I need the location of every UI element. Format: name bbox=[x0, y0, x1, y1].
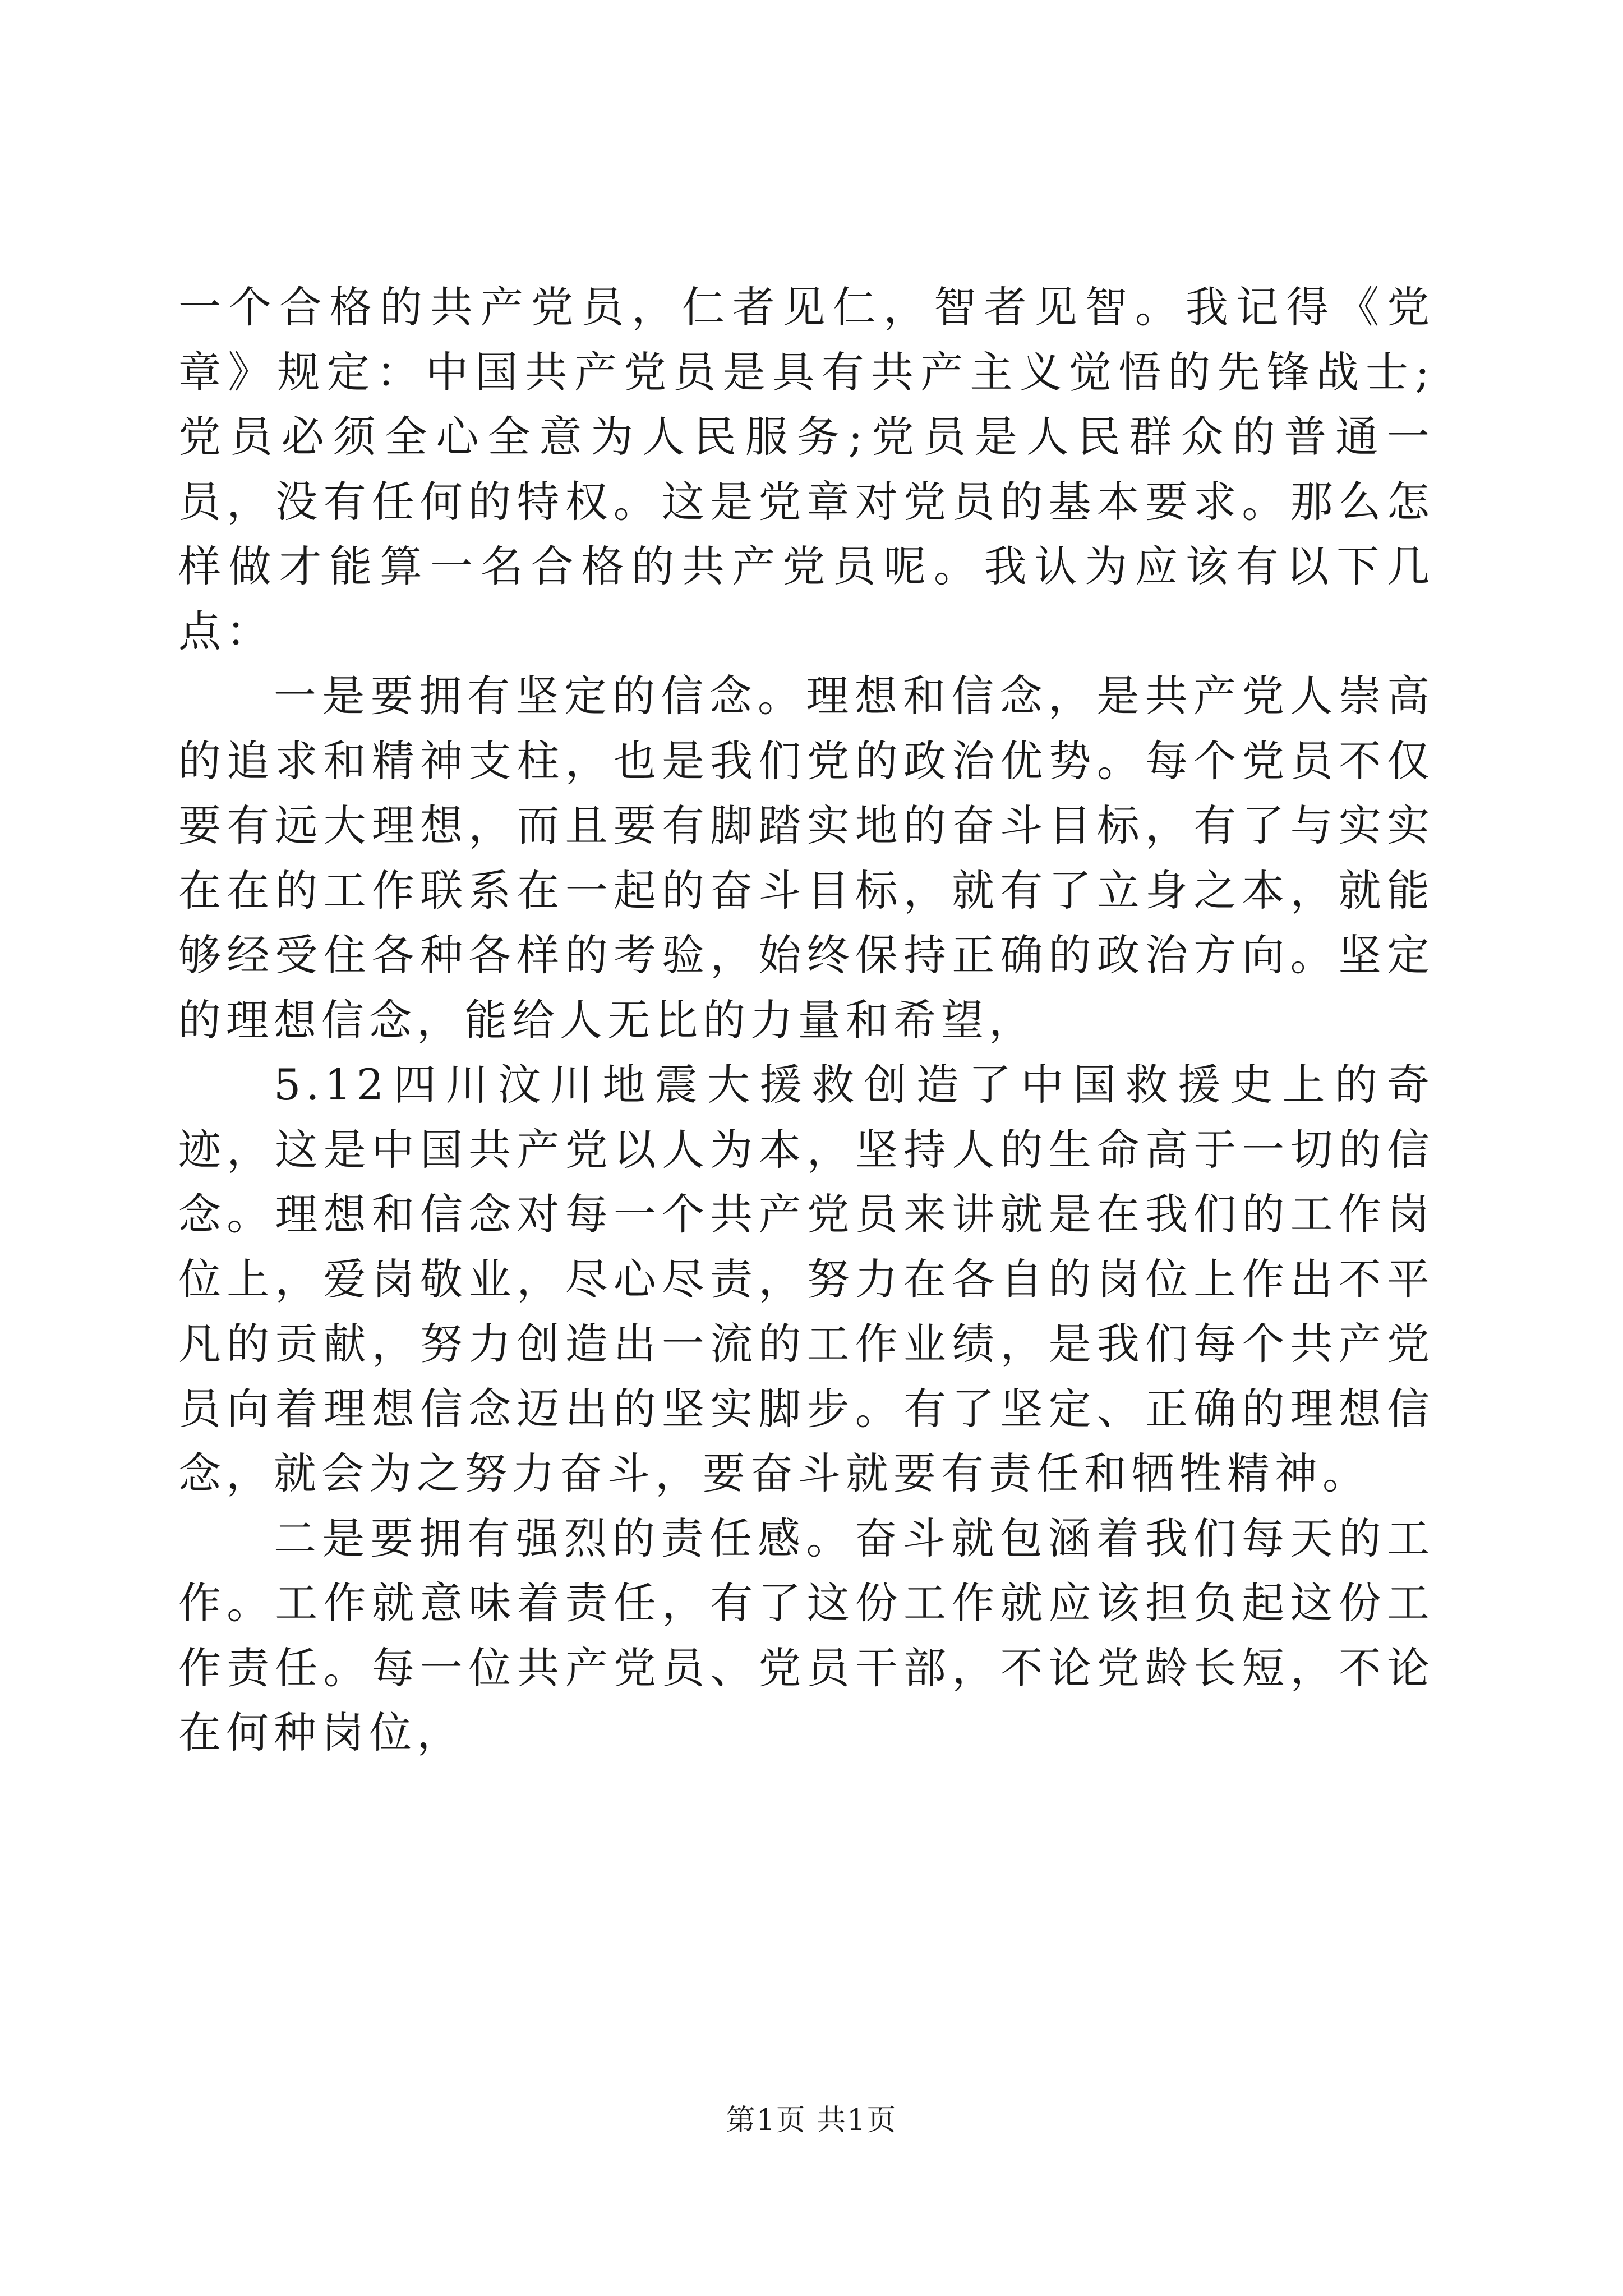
page-footer: 第1页 共1页 bbox=[726, 2104, 897, 2137]
paragraph-intro: 一个合格的共产党员，仁者见仁，智者见智。我记得《党章》规定：中国共产党员是具有共产主义觉悟的先锋战士;党员必须全心全意为人民服务;党员是人民群众的普通一员，没有任何的特权。这是党章对党员的基本要求。那么怎样做才能算一名合格的共产党员呢。我认为应该有以下几点： bbox=[178, 282, 1435, 656]
document-body bbox=[178, 275, 1435, 1765]
paragraph-earthquake: 5.12四川汶川地震大援救创造了中国救援史上的奇迹，这是中国共产党以人为本，坚持人的生命高于一切的信念。理想和信念对每一个共产党员来讲就是在我们的工作岗位上，爱岗敬业，尽心尽责，努力在各自的岗位上作出不平凡的贡献，努力创造出一流的工作业绩，是我们每个共产党员向着理想信念迈出的坚实脚步。有了坚定、正确的理想信念，就会为之努力奋斗，要奋斗就要有责任和牺牲精神。 bbox=[178, 1060, 1435, 1498]
paragraph-point-two: 二是要拥有强烈的责任感。奋斗就包涵着我们每天的工作。工作就意味着责任，有了这份工作就应该担负起这份工作责任。每一位共产党员、党员干部，不论党龄长短，不论在何种岗位， bbox=[178, 1513, 1435, 1757]
paragraph-point-one: 一是要拥有坚定的信念。理想和信念，是共产党人崇高的追求和精神支柱，也是我们党的政治优势。每个党员不仅要有远大理想，而且要有脚踏实地的奋斗目标，有了与实实在在的工作联系在一起的奋斗目标，就有了立身之本，就能够经受住各种各样的考验，始终保持正确的政治方向。坚定的理想信念，能给人无比的力量和希望， bbox=[178, 671, 1435, 1045]
